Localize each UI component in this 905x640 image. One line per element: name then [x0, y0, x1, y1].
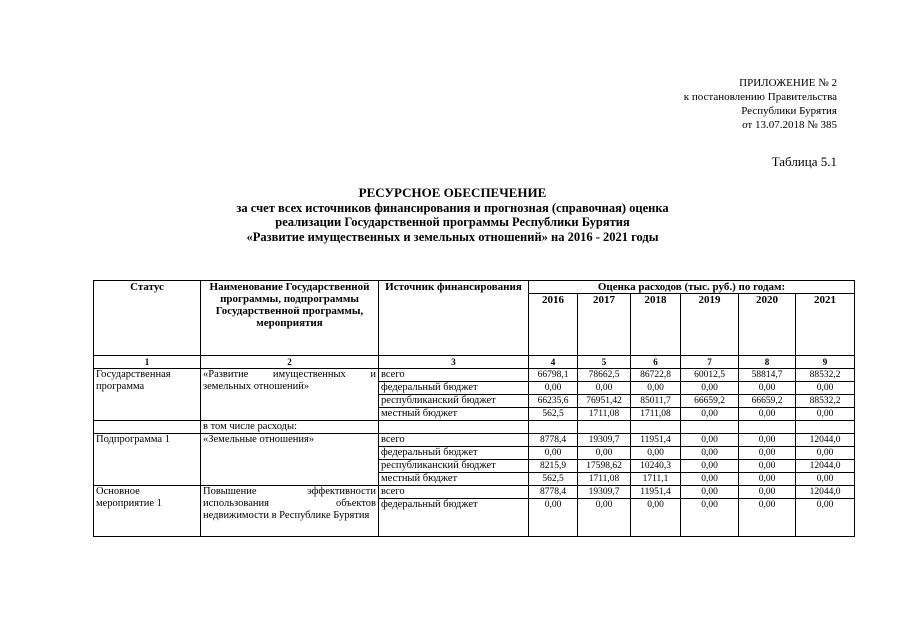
status-cell: Государственная программа: [94, 369, 201, 421]
source-cell: республиканский бюджет: [379, 460, 529, 473]
value-cell: 0,00: [681, 382, 739, 395]
including-row: [94, 421, 855, 434]
value-cell: 0,00: [796, 408, 855, 421]
table-row: [94, 369, 855, 382]
value-cell: 0,00: [631, 499, 681, 537]
column-index: 8: [739, 356, 796, 369]
source-cell: федеральный бюджет: [379, 382, 529, 395]
status-cell: Основное мероприятие 1: [94, 486, 201, 537]
appendix-title: ПРИЛОЖЕНИЕ № 2: [739, 77, 837, 89]
header-name: Наименование Государственной программы, подпрограммы Государственной программы, мероприятия: [201, 281, 379, 356]
value-cell: 0,00: [739, 408, 796, 421]
empty-cell: [529, 421, 578, 434]
value-cell: 12044,0: [796, 486, 855, 499]
value-cell: 85011,7: [631, 395, 681, 408]
value-cell: 0,00: [739, 460, 796, 473]
value-cell: 12044,0: [796, 434, 855, 447]
table-row: [94, 486, 855, 499]
header-source: Источник финансирования: [379, 281, 529, 356]
value-cell: 0,00: [681, 434, 739, 447]
value-cell: 1711,08: [578, 473, 631, 486]
column-index: 9: [796, 356, 855, 369]
value-cell: 0,00: [796, 473, 855, 486]
appendix-header: [684, 76, 837, 132]
value-cell: 0,00: [578, 447, 631, 460]
value-cell: 0,00: [681, 486, 739, 499]
value-cell: 0,00: [681, 408, 739, 421]
source-cell: местный бюджет: [379, 473, 529, 486]
empty-cell: [681, 421, 739, 434]
column-index: 1: [94, 356, 201, 369]
name-cell: «Развитие имущественных и земельных отношений»: [201, 369, 379, 421]
source-cell: местный бюджет: [379, 408, 529, 421]
value-cell: 88532,2: [796, 395, 855, 408]
resource-table: [93, 280, 855, 537]
empty-cell: [94, 421, 201, 434]
value-cell: 1711,08: [578, 408, 631, 421]
empty-cell: [379, 421, 529, 434]
status-cell: Подпрограмма 1: [94, 434, 201, 486]
title-line: «Развитие имущественных и земельных отношений» на 2016 - 2021 годы: [246, 229, 659, 244]
title-line: реализации Государственной программы Республики Бурятия: [275, 215, 630, 229]
title-line: РЕСУРСНОЕ ОБЕСПЕЧЕНИЕ: [358, 185, 547, 200]
value-cell: 19309,7: [578, 434, 631, 447]
column-index-row: [94, 356, 855, 369]
value-cell: 19309,7: [578, 486, 631, 499]
value-cell: 562,5: [529, 408, 578, 421]
value-cell: 0,00: [739, 447, 796, 460]
value-cell: 58814,7: [739, 369, 796, 382]
value-cell: 8778,4: [529, 486, 578, 499]
header-year: 2020: [739, 294, 796, 356]
value-cell: 86722,8: [631, 369, 681, 382]
value-cell: 66798,1: [529, 369, 578, 382]
value-cell: 66659,2: [681, 395, 739, 408]
empty-cell: [578, 421, 631, 434]
title-line: за счет всех источников финансирования и прогнозная (справочная) оценка: [236, 200, 669, 215]
column-index: 7: [681, 356, 739, 369]
value-cell: 0,00: [681, 473, 739, 486]
name-cell: «Земельные отношения»: [201, 434, 379, 486]
value-cell: 0,00: [739, 486, 796, 499]
header-year: 2016: [529, 294, 578, 356]
appendix-line: к постановлению Правительства: [683, 91, 837, 103]
value-cell: 0,00: [739, 499, 796, 537]
source-cell: федеральный бюджет: [379, 499, 529, 537]
header-estimate: Оценка расходов (тыс. руб.) по годам:: [529, 281, 855, 294]
value-cell: 78662,5: [578, 369, 631, 382]
source-cell: всего: [379, 434, 529, 447]
empty-cell: [631, 421, 681, 434]
source-cell: всего: [379, 369, 529, 382]
value-cell: 0,00: [681, 499, 739, 537]
value-cell: 0,00: [529, 499, 578, 537]
source-cell: федеральный бюджет: [379, 447, 529, 460]
value-cell: 0,00: [739, 382, 796, 395]
header-status: Статус: [94, 281, 201, 356]
value-cell: 66659,2: [739, 395, 796, 408]
value-cell: 0,00: [529, 447, 578, 460]
value-cell: 76951,42: [578, 395, 631, 408]
value-cell: 11951,4: [631, 486, 681, 499]
column-index: 3: [379, 356, 529, 369]
document-title: [0, 186, 905, 244]
appendix-line: Республики Бурятия: [741, 105, 837, 117]
value-cell: 11951,4: [631, 434, 681, 447]
header-year: 2019: [681, 294, 739, 356]
value-cell: 60012,5: [681, 369, 739, 382]
value-cell: 0,00: [681, 460, 739, 473]
header-year: 2018: [631, 294, 681, 356]
header-row: [94, 281, 855, 294]
column-index: 6: [631, 356, 681, 369]
header-year: 2021: [796, 294, 855, 356]
value-cell: 562,5: [529, 473, 578, 486]
value-cell: 12044,0: [796, 460, 855, 473]
name-cell: Повышение эффективности использования объектов недвижимости в Республике Бурятия: [201, 486, 379, 537]
empty-cell: [796, 421, 855, 434]
value-cell: 0,00: [796, 499, 855, 537]
value-cell: 17598,62: [578, 460, 631, 473]
value-cell: 0,00: [739, 473, 796, 486]
appendix-date: от 13.07.2018 № 385: [742, 119, 837, 131]
column-index: 5: [578, 356, 631, 369]
column-index: 2: [201, 356, 379, 369]
value-cell: 0,00: [529, 382, 578, 395]
value-cell: 0,00: [631, 447, 681, 460]
value-cell: 1711,08: [631, 408, 681, 421]
header-year: 2017: [578, 294, 631, 356]
source-cell: республиканский бюджет: [379, 395, 529, 408]
value-cell: 0,00: [796, 447, 855, 460]
column-index: 4: [529, 356, 578, 369]
value-cell: 1711,1: [631, 473, 681, 486]
value-cell: 0,00: [578, 382, 631, 395]
value-cell: 0,00: [681, 447, 739, 460]
table-row: [94, 434, 855, 447]
including-label: в том числе расходы:: [201, 421, 379, 434]
source-cell: всего: [379, 486, 529, 499]
empty-cell: [739, 421, 796, 434]
value-cell: 0,00: [796, 382, 855, 395]
value-cell: 0,00: [739, 434, 796, 447]
value-cell: 10240,3: [631, 460, 681, 473]
value-cell: 0,00: [578, 499, 631, 537]
value-cell: 0,00: [631, 382, 681, 395]
value-cell: 8215,9: [529, 460, 578, 473]
value-cell: 66235,6: [529, 395, 578, 408]
value-cell: 88532,2: [796, 369, 855, 382]
value-cell: 8778,4: [529, 434, 578, 447]
table-number: Таблица 5.1: [771, 154, 837, 169]
